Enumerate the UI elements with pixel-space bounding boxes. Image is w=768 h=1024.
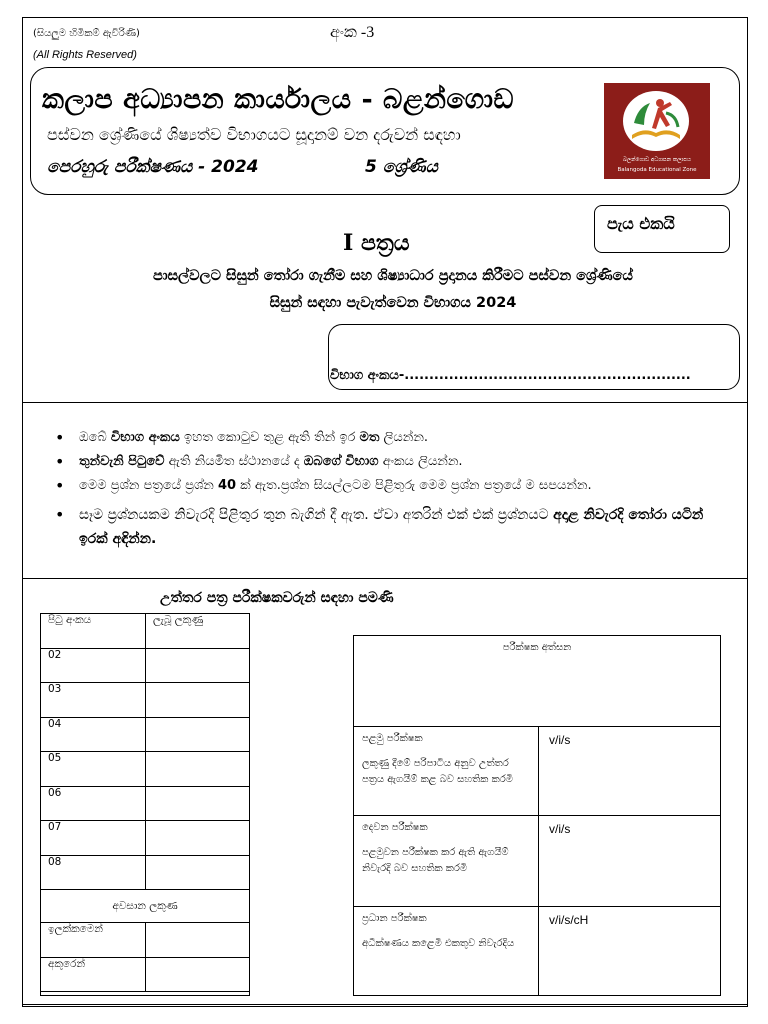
- instruction-item: • මෙම ප්‍රශ්න පත්‍රයේ ප්‍රශ්න 40 ක් ඇත.ප්‍රශ්න සියල්ලටම පිළිතුරු මෙම ප්‍රශ්න පත්‍රයේ ම සපයන්න.: [55, 475, 715, 497]
- index-number-field[interactable]: විභාග අංකය-..........................................................: [330, 368, 691, 383]
- table-header: පිටු අංකය: [41, 614, 146, 649]
- examiner-cell: [354, 816, 539, 907]
- examiner-role: දෙවන පරීක්ෂක: [362, 822, 428, 833]
- table-row: [354, 816, 721, 907]
- table-row: [41, 717, 250, 752]
- in-figures-label: ඉලක්කමෙන්: [41, 923, 146, 958]
- table-header: ලැබූ ලකුණු: [146, 614, 250, 649]
- table-row: [41, 614, 250, 649]
- page-number: 05: [41, 752, 146, 787]
- table-row: [41, 855, 250, 890]
- exam-description-line-1: පාසල්වලට සිසුන් තෝරා ගැනීම සහ ශිෂ්‍යාධාර ප්‍රදානය කිරීමට පස්වන ශ්‍රේණියේ: [153, 268, 633, 284]
- examiner-cell: [354, 727, 539, 816]
- paper-number: අංක -3: [330, 24, 375, 41]
- marks-cell[interactable]: [146, 786, 250, 821]
- section-divider: [22, 578, 748, 579]
- page-number: 08: [41, 855, 146, 890]
- page-number: 06: [41, 786, 146, 821]
- instruction-item: • සෑම ප්‍රශ්නයකම නිවැරදි පිළිතුර තුන බැගින් දී ඇත. ඒවා අතරින් එක් එක් ප්‍රශ්නයට අදාළ නිවැරදි තෝරා යටින් ඉරක් අඳින්න.: [55, 503, 715, 551]
- table-row: [41, 683, 250, 718]
- marks-cell[interactable]: [146, 683, 250, 718]
- zone-logo: [604, 83, 710, 179]
- exam-name: පෙරහුරු පරීක්ෂණය - 2024: [47, 157, 259, 177]
- examiner-note: අධීක්ෂණය කළෙමි එකතුව නිවැරදිය: [362, 938, 515, 949]
- final-marks-label: අවසාන ලකුණ: [41, 890, 250, 923]
- examiner-cell: [354, 907, 539, 996]
- examiner-note: පළමුවන පරීක්ෂක කර ඇති ඇගයීම් නිවැරදි බව සහතික කරමි: [362, 847, 509, 874]
- table-row: [41, 890, 250, 923]
- table-row: [354, 727, 721, 816]
- page-number: 02: [41, 648, 146, 683]
- svg-text:Balangoda Educational Zone: Balangoda Educational Zone: [617, 167, 697, 173]
- table-row: [41, 786, 250, 821]
- table-row: [41, 752, 250, 787]
- table-row: [354, 636, 721, 727]
- marks-cell[interactable]: [146, 648, 250, 683]
- marks-cell[interactable]: [146, 752, 250, 787]
- marks-cell[interactable]: [146, 923, 250, 958]
- page-number: 04: [41, 717, 146, 752]
- table-row: [41, 648, 250, 683]
- signature-code[interactable]: v/i/s: [539, 816, 721, 907]
- logo-emblem: [604, 83, 710, 179]
- signature-code[interactable]: v/i/s: [539, 727, 721, 816]
- instruction-item: • තුන්වැනි පිටුවේ ඇති නියමිත ස්ථානයේ ද ඔබගේ විභාග අංකය ලියන්න.: [55, 451, 715, 473]
- exam-description-line-2: සිසුන් සඳහා පැවැත්වෙන විභාගය 2024: [269, 295, 517, 311]
- exam-description: [48, 263, 738, 317]
- page-number: 07: [41, 821, 146, 856]
- examiner-note: ලකුණු දීමේ පරිපාටිය අනුව උත්තර පත්‍රය ඇගයීම් කළ බව සහතික කරමි: [362, 758, 513, 785]
- in-words-label: අකුරෙන්: [41, 957, 146, 992]
- signature-table: [353, 635, 721, 996]
- table-row: [41, 821, 250, 856]
- examiner-role: ප්‍රධාන පරීක්ෂක: [362, 913, 427, 924]
- signature-header: පරීක්ෂක අත්සන: [354, 636, 721, 727]
- rights-reserved: (All Rights Reserved): [33, 49, 137, 61]
- header-subtitle: පස්වන ශ්‍රේණියේ ශිෂ්‍යත්ව විභාගයට සූදානම් වන දරුවන් සඳහා: [47, 125, 461, 144]
- marks-cell[interactable]: [146, 855, 250, 890]
- marks-table: [40, 613, 250, 992]
- office-title: කලාප අධ්‍යාපන කාර්යාලය - බළන්ගොඩ: [42, 84, 514, 115]
- table-row: [41, 957, 250, 992]
- marks-cell[interactable]: [146, 957, 250, 992]
- copyright-notice: (සියලුම හිමිකම් ඇවිරිණි): [33, 28, 140, 39]
- page-number: 03: [41, 683, 146, 718]
- svg-text:බලන්ගොඩ අධ්‍යාපන කලාපය: බලන්ගොඩ අධ්‍යාපන කලාපය: [622, 157, 692, 163]
- signature-code[interactable]: v/i/s/cH: [539, 907, 721, 996]
- grade-label: 5 ශ්‍රේණිය: [365, 157, 438, 177]
- duration-box: පැය එකයි: [594, 205, 730, 253]
- page-bottom-rule: [22, 1004, 748, 1005]
- table-row: [354, 907, 721, 996]
- marks-cell[interactable]: [146, 821, 250, 856]
- examiners-heading: උත්තර පත්‍ර පරීක්ෂකවරුන් සඳහා පමණි: [160, 590, 394, 606]
- table-row: [41, 923, 250, 958]
- examiner-role: පළමු පරීක්ෂක: [362, 733, 423, 744]
- instructions-list: [55, 427, 715, 553]
- marks-cell[interactable]: [146, 717, 250, 752]
- paper-title: I පත්‍රය: [343, 230, 410, 256]
- section-divider: [22, 402, 748, 403]
- exam-line: [47, 157, 438, 177]
- instruction-item: • ඔබේ විභාග අංකය ඉහත කොටුව තුළ ඇති තින් ඉර මත ලියන්න.: [55, 427, 715, 449]
